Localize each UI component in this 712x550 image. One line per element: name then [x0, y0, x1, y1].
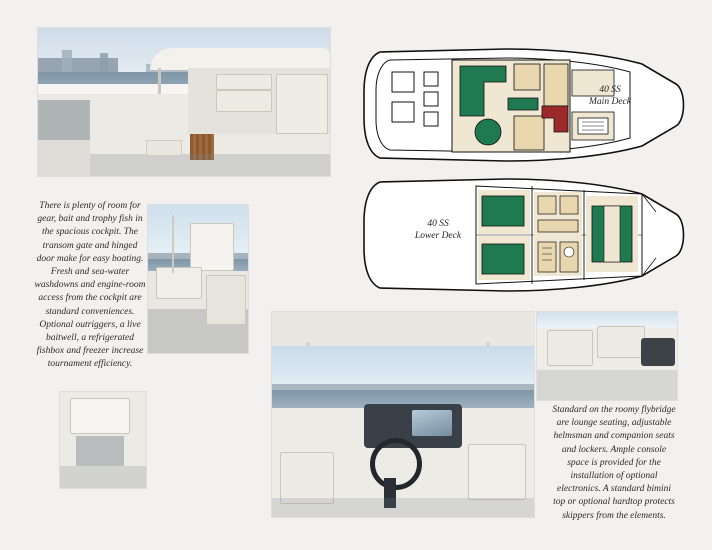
photo-engine-hatch [146, 140, 182, 156]
main-deck-name: Main Deck [589, 97, 631, 107]
photo-transom-gate [156, 267, 202, 299]
photo-locker [206, 275, 246, 325]
photo-mezzanine-seat [216, 74, 272, 90]
photo-hatch-opening [76, 436, 124, 466]
photo-hardtop [272, 312, 534, 346]
photo-helm-seat [468, 444, 526, 500]
photo-steering-wheel [370, 438, 422, 490]
lower-deck-name: Lower Deck [414, 231, 462, 241]
main-deck-model: 40 SS [599, 85, 621, 95]
photo-shadow [60, 466, 146, 488]
photo-console [641, 338, 675, 366]
photo-support-post [158, 68, 161, 94]
helm-photo [272, 312, 534, 517]
photo-hinged-door [190, 223, 234, 271]
lower-deck-plan-svg [356, 172, 688, 296]
lower-deck-plan [356, 172, 688, 296]
photo-shadow [537, 370, 677, 400]
flybridge-seating-photo [537, 312, 677, 400]
photo-shadow [272, 498, 534, 517]
main-deck-plan-label [580, 84, 640, 108]
photo-cabin-door [276, 74, 328, 134]
photo-mezzanine-seat [216, 90, 272, 112]
photo-rail [172, 215, 174, 273]
photo-hullside-shadow [38, 100, 90, 140]
photo-companion-seat [280, 452, 334, 504]
photo-open-hatch-lid [70, 398, 130, 434]
photo-skyline [100, 53, 108, 72]
photo-hardtop [150, 48, 330, 70]
cockpit-caption: There is plenty of room for gear, bait and trophy fish in the spacious cockpit. The transom gate and hinged door make for easy boating. Fresh and sea-water washdowns and engine-room access from the cockpit are standard conveniences. Optional outriggers, a live baitwell, a refrigerated fishbox and freezer increase tournament efficiency. [34, 201, 146, 370]
lower-deck-model: 40 SS [427, 219, 449, 229]
photo-skyline [62, 50, 72, 72]
fishbox-photo [60, 392, 146, 488]
main-deck-plan [356, 40, 688, 170]
photo-lounge-seat [547, 330, 593, 366]
cockpit-wide-photo [38, 28, 330, 176]
flybridge-caption: Standard on the roomy flybridge are lounge seating, adjustable helmsman and companion seats and lockers. Ample console space is provided for the installation of optional electronics. A standard bimini top or optional hardtop protects skippers from the elements. [552, 405, 676, 521]
photo-electronics-display [412, 410, 452, 436]
lower-deck-plan-label [408, 218, 468, 242]
transom-gate-photo [148, 205, 248, 353]
photo-lounge-seat [597, 326, 645, 358]
